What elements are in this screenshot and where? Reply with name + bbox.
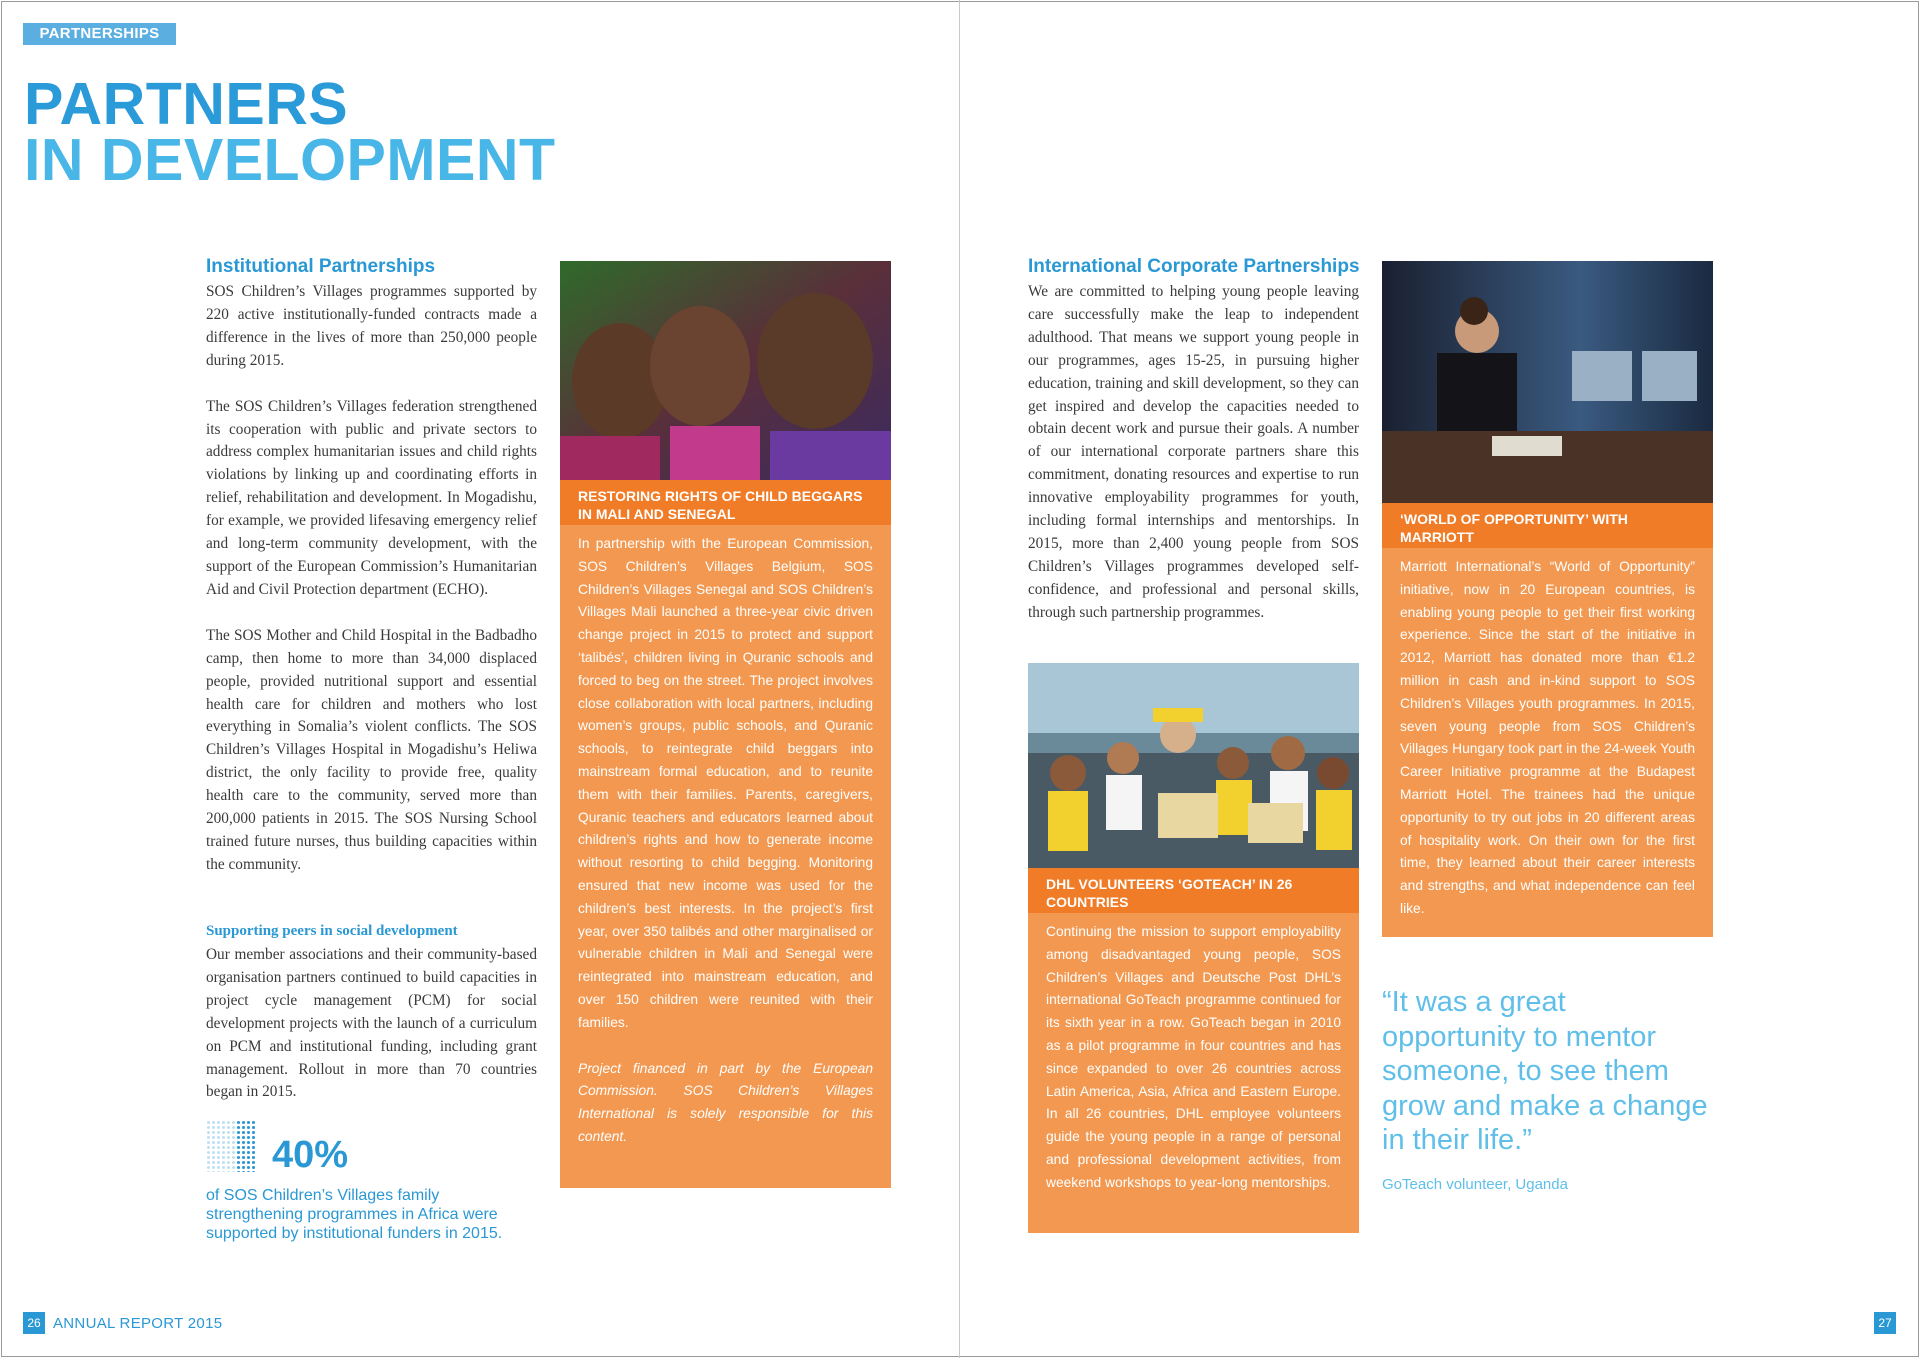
title-line-2: IN DEVELOPMENT bbox=[24, 127, 556, 193]
page-number-left: 26 bbox=[23, 1312, 45, 1334]
supporting-peers-text: Our member associations and their community-based organisation partners continued to build capacities in project cycle management (PCM) for social development projects with the launch of a curriculum on PCM and institutional funding, including grant management. Rollout in more than 70 countries began in 2015. bbox=[206, 946, 537, 1101]
mali-box-body bbox=[560, 525, 891, 1188]
section-tag: PARTNERSHIPS bbox=[23, 23, 176, 45]
volunteers-photo bbox=[1028, 663, 1359, 868]
supporting-peers-heading: Supporting peers in social development bbox=[206, 923, 458, 939]
institutional-text bbox=[206, 281, 537, 900]
institutional-heading: Institutional Partnerships bbox=[206, 256, 436, 277]
page-number-right: 27 bbox=[1874, 1312, 1896, 1334]
marriott-box-body bbox=[1382, 548, 1713, 937]
corporate-text: We are committed to helping young people leaving care successfully make the leap to independent adulthood. That means we support young people in our programmes, ages 15-25, in pursuing higher education, training and skill development, so they can get inspired and develop the capacities needed to obtain decent work and pursue their goals. A number of our international corporate partners share this commitment, donating resources and expertise to run innovative employability programmes for youth, including formal internships and mentorships. In 2015, more than 2,400 young people from SOS Children’s Villages programmes developed self-confidence, and professional and personal skills, through such partnership programmes. bbox=[1028, 283, 1359, 621]
children-photo bbox=[560, 261, 891, 480]
mali-box-note: Project financed in part by the European Commission. SOS Children’s Villages International is solely responsible for this content. bbox=[578, 1060, 873, 1144]
pull-quote: “It was a great opportunity to mentor someone, to see them grow and make a change in their life.” bbox=[1382, 986, 1708, 1156]
marriott-photo bbox=[1382, 261, 1713, 503]
dhl-box-body bbox=[1028, 913, 1359, 1233]
marriott-box-heading: ‘WORLD OF OPPORTUNITY’ WITH MARRIOTT bbox=[1382, 503, 1713, 548]
mali-box-text: In partnership with the European Commission, SOS Children’s Villages Belgium, SOS Children’s Villages Senegal and SOS Children’s Villages Mali launched a three-year civic driven change project in 2015 to protect and support ‘talibés’, children living in Quranic schools and forced to beg on the street. The project involves close collaboration with local partners, including women’s groups, public schools, and Quranic schools, to reintegrate child beggars into mainstream formal education, and to reunite them with their families. Parents, caregivers, Quranic teachers and educators learned about children’s rights and how to generate income without resorting to child begging. Monitoring ensured that new income was used for the children’s best interests. In the project’s first year, over 350 talibés and other marginalised or vulnerable children in Mali and Senegal were reintegrated into mainstream education, and over 150 children were reunited with their families. bbox=[578, 536, 873, 1030]
marriott-box-text: Marriott International’s “World of Opportunity” initiative, now in 20 European countries, is enabling young people to get their first working experience. Since the start of the initiative in 2012, Marriott has donated more than €1.2 million in cash and in-kind support to SOS Children’s Villages youth programmes. In 2015, seven young people from SOS Children’s Villages Hungary took part in the 24-week Youth Career Initiative programme at the Budapest Marriott Hotel. The trainees had the unique opportunity to try out jobs in 20 different areas of hospitality work. On their own for the first time, they learned about their career interests and strengths, and what independence can feel like. bbox=[1400, 559, 1695, 916]
paragraph: The SOS Children’s Villages federation strengthened its cooperation with public and private sectors to address complex humanitarian issues and child rights violations by linking up and coordinating efforts in relief, rehabilitation and development. In Mogadishu, for example, we provided lifesaving emergency relief and long-term community development, with the support of the European Commission’s Humanitarian Aid and Civil Protection department (ECHO). bbox=[206, 397, 537, 598]
paragraph: SOS Children’s Villages programmes supported by 220 active institutionally-funded contracts made a difference in the lives of more than 250,000 people during 2015. bbox=[206, 283, 537, 369]
page-title bbox=[24, 71, 556, 193]
stat-dot-icon bbox=[206, 1120, 260, 1174]
stat-text: of SOS Children’s Villages family strengthening programmes in Africa were supported by institutional funders in 2015. bbox=[206, 1187, 503, 1242]
stat-value: 40% bbox=[272, 1134, 349, 1176]
quote-source: GoTeach volunteer, Uganda bbox=[1382, 1176, 1568, 1193]
title-line-1: PARTNERS bbox=[24, 71, 349, 137]
page-spine bbox=[959, 0, 960, 1358]
dhl-box-text: Continuing the mission to support employability among disadvantaged young people, SOS Children’s Villages and Deutsche Post DHL’s international GoTeach programme continued for its sixth year in a row. GoTeach began in 2010 as a pilot programme in four countries and has since expanded to over 26 countries across Latin America, Asia, Africa and Eastern Europe. In all 26 countries, DHL employee volunteers guide the young people in a range of personal and professional development activities, from weekend workshops to year-long mentorships. bbox=[1046, 924, 1341, 1190]
dhl-box-heading: DHL VOLUNTEERS ‘GOTEACH’ IN 26 COUNTRIES bbox=[1028, 868, 1359, 913]
mali-box-heading: RESTORING RIGHTS OF CHILD BEGGARS IN MALI AND SENEGAL bbox=[560, 480, 891, 525]
corporate-heading: International Corporate Partnerships bbox=[1028, 256, 1360, 277]
paragraph: The SOS Mother and Child Hospital in the Badbadho camp, then home to more than 34,000 displaced people, provided nutritional support and essential health care for children and mothers who lost everything in Somalia’s violent conflicts. The SOS Children’s Villages Hospital in Mogadishu’s Heliwa district, the only facility to provide free, quality health care to the community, served more than 200,000 patients in 2015. The SOS Nursing School trained future nurses, thus building capacities within the community. bbox=[206, 626, 537, 873]
footer-label: ANNUAL REPORT 2015 bbox=[53, 1315, 223, 1332]
